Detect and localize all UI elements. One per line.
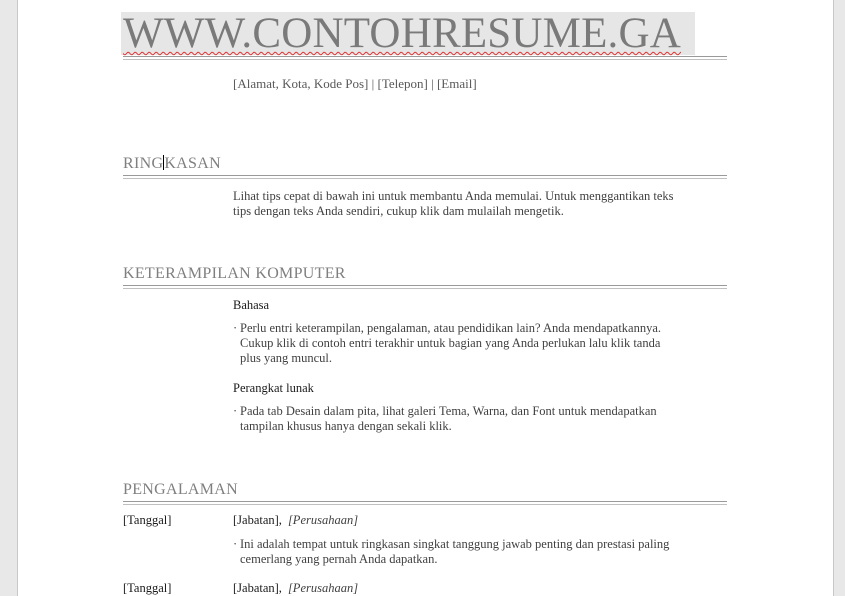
bullet-line: Perlu entri keterampilan, pengalaman, atau pendidikan lain? Anda mendapatkannya. — [240, 321, 662, 335]
summary-heading-part1: RING — [123, 155, 164, 172]
skill-bullet[interactable] — [233, 404, 683, 434]
skills-rule-secondary — [123, 288, 727, 289]
experience-rule — [123, 501, 727, 502]
bullet-line: Ini adalah tempat untuk ringkasan singkat tanggung jawab penting dan prestasi paling — [240, 537, 670, 551]
experience-date[interactable]: [Tanggal] — [123, 581, 172, 595]
bullet-marker: · — [233, 321, 238, 335]
bullet-line: Pada tab Desain dalam pita, lihat galeri Tema, Warna, dan Font untuk mendapatkan — [240, 404, 657, 418]
resume-name[interactable]: WWW.CONTOHRESUME.GA — [123, 10, 682, 57]
experience-job[interactable] — [233, 513, 358, 528]
header-rule-secondary — [123, 59, 727, 60]
summary-line-2: tips dengan teks Anda sendiri, cukup klik dam mulailah mengetik. — [233, 204, 564, 218]
job-title: [Jabatan], — [233, 513, 282, 527]
company-name: [Perusahaan] — [287, 581, 359, 595]
experience-heading[interactable]: PENGALAMAN — [123, 481, 238, 498]
skill-group-title[interactable]: Perangkat lunak — [233, 381, 314, 395]
job-title: [Jabatan], — [233, 581, 282, 595]
bullet-line: cemerlang yang pernah Anda dapatkan. — [240, 552, 438, 566]
bullet-line: tampilan khusus hanya dengan sekali klik. — [240, 419, 452, 433]
bullet-line: plus yang muncul. — [240, 351, 333, 365]
summary-heading[interactable] — [123, 155, 221, 173]
summary-rule — [123, 175, 727, 176]
skill-bullet[interactable] — [233, 321, 683, 366]
experience-bullet[interactable] — [233, 537, 693, 567]
skills-rule — [123, 285, 727, 286]
skill-group-title[interactable]: Bahasa — [233, 298, 270, 312]
experience-rule-secondary — [123, 504, 727, 505]
summary-text[interactable] — [233, 189, 674, 219]
summary-line-1: Lihat tips cepat di bawah ini untuk membantu Anda memulai. Untuk menggantikan teks — [233, 189, 674, 203]
contact-info[interactable]: [Alamat, Kota, Kode Pos] | [Telepon] | [Email] — [233, 76, 477, 91]
bullet-marker: · — [233, 404, 238, 418]
experience-job[interactable] — [233, 581, 358, 596]
header-rule — [123, 56, 727, 57]
bullet-marker: · — [233, 537, 238, 551]
experience-date[interactable]: [Tanggal] — [123, 513, 172, 527]
summary-heading-part2: KASAN — [164, 155, 221, 172]
skills-heading[interactable]: KETERAMPILAN KOMPUTER — [123, 265, 346, 282]
bullet-line: Cukup klik di contoh entri terakhir untuk bagian yang Anda perlukan lalu klik tanda — [240, 336, 661, 350]
company-name: [Perusahaan] — [287, 513, 359, 527]
summary-rule-secondary — [123, 178, 727, 179]
